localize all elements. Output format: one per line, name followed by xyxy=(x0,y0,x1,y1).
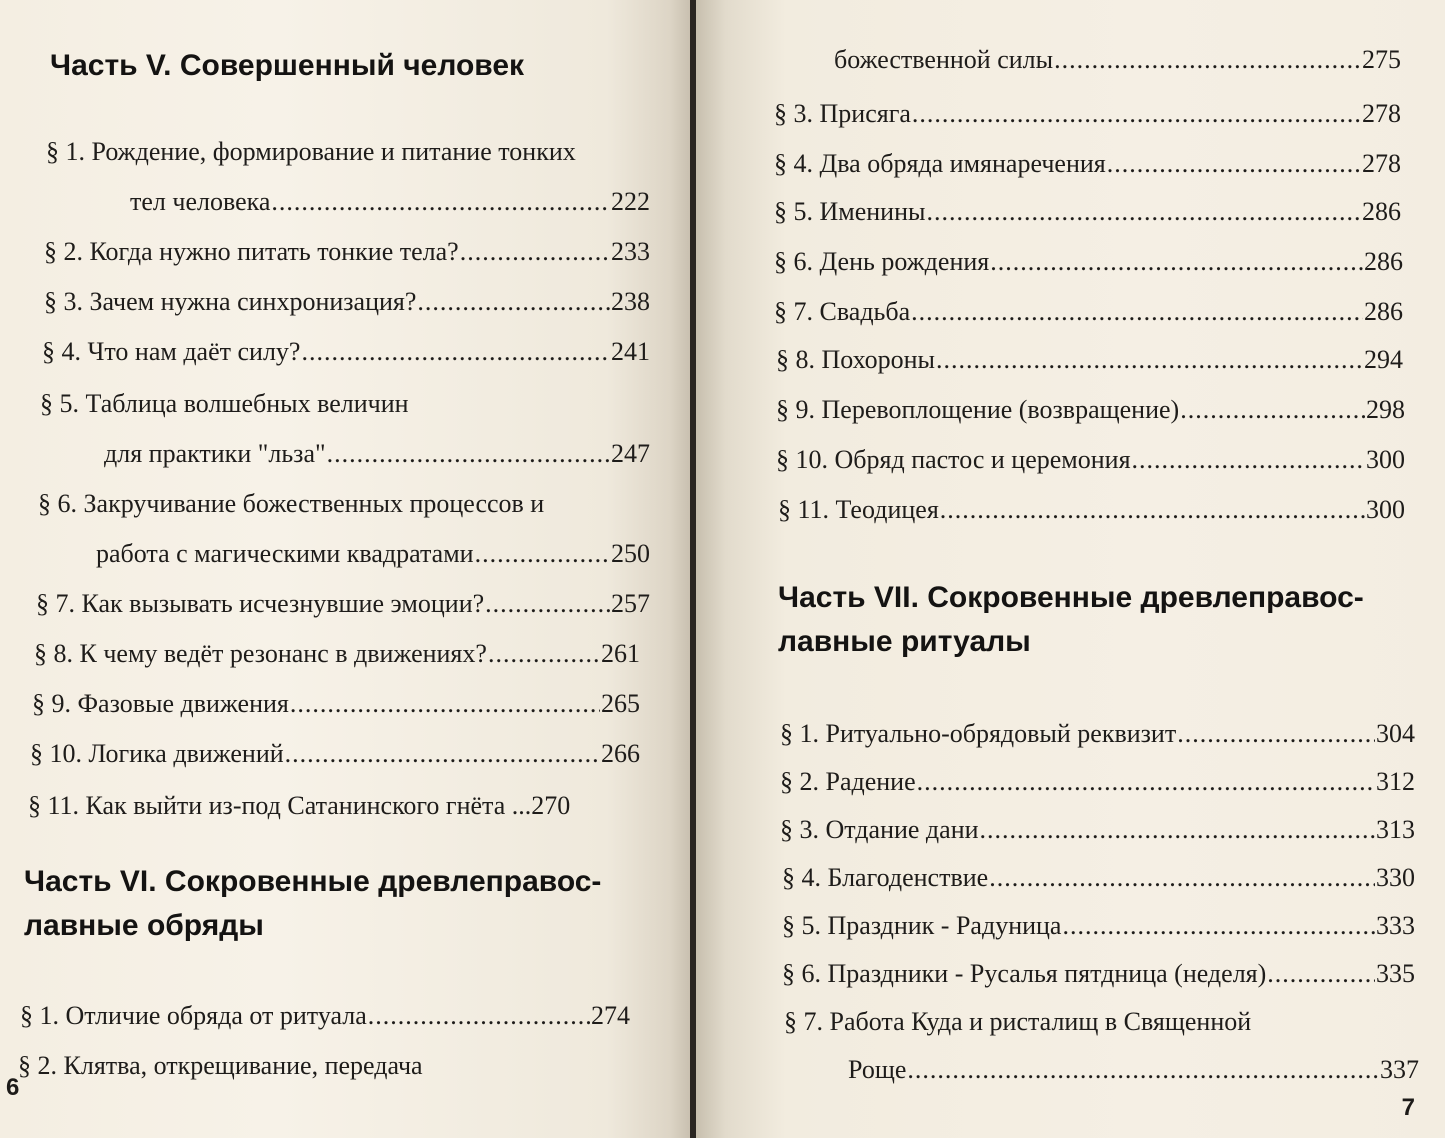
part-7-title-line-2: лавные ритуалы xyxy=(778,625,1031,658)
toc-item-5-9 xyxy=(32,688,640,720)
toc-item-6-10 xyxy=(776,444,1405,476)
toc-item-7-3 xyxy=(780,814,1415,846)
toc-item-text: § 6. Закручивание божественных процессов и xyxy=(38,489,545,518)
toc-page-number: 278 xyxy=(1362,99,1401,128)
toc-item-text: § 7. Свадьба xyxy=(774,297,911,326)
toc-item-text: Роще xyxy=(848,1055,907,1084)
toc-item-5-11 xyxy=(28,790,570,822)
toc-leader-dots xyxy=(1177,718,1375,750)
toc-item-6-8 xyxy=(776,344,1403,376)
part-7-title-line-1: Часть VII. Сокровенные древлеправос- xyxy=(778,581,1364,614)
toc-leader-dots xyxy=(980,814,1375,846)
toc-item-text: § 1. Рождение, формирование и питание тонких xyxy=(46,137,576,166)
part-6-title-line-2: лавные обряды xyxy=(24,909,264,942)
toc-item-text: § 3. Зачем нужна синхронизация? xyxy=(44,287,417,316)
toc-item-5-8 xyxy=(34,638,640,670)
toc-item-text: § 2. Клятва, открещивание, передача xyxy=(18,1051,423,1080)
toc-leader-dots xyxy=(485,588,610,620)
toc-page-number: 312 xyxy=(1376,767,1415,796)
toc-page-number: 286 xyxy=(1362,197,1401,226)
toc-leader-dots xyxy=(1132,444,1365,476)
toc-leader-dots xyxy=(271,186,610,218)
toc-item-text: § 9. Перевоплощение (возвращение) xyxy=(776,395,1180,424)
toc-page-number: 286 xyxy=(1364,297,1403,326)
toc-leader-dots xyxy=(488,638,600,670)
part-6-title-line-1: Часть VI. Сокровенные древлеправос- xyxy=(24,865,602,898)
toc-page-number: 266 xyxy=(601,739,640,768)
toc-leader-dots xyxy=(1107,148,1361,180)
toc-item-6-11 xyxy=(778,494,1405,526)
toc-page-number: 278 xyxy=(1362,149,1401,178)
toc-item-7-4 xyxy=(782,862,1415,894)
toc-leader-dots xyxy=(1062,910,1375,942)
toc-item-text: божественной силы xyxy=(834,45,1054,74)
toc-page-number: 313 xyxy=(1376,815,1415,844)
toc-leader-dots xyxy=(460,236,610,268)
toc-item-6-9 xyxy=(776,394,1405,426)
toc-item-7-6 xyxy=(782,958,1415,990)
toc-leader-dots xyxy=(907,1054,1379,1086)
part-5-title: Часть V. Совершенный человек xyxy=(50,49,525,82)
toc-item-text: § 5. Таблица волшебных величин xyxy=(40,389,409,418)
toc-item-text: § 7. Работа Куда и ристалищ в Священной xyxy=(784,1007,1252,1036)
page-number-left: 6 xyxy=(6,1074,20,1101)
toc-item-5-3 xyxy=(44,286,650,318)
toc-page-number: 274 xyxy=(591,1001,630,1030)
toc-item-text: § 11. Как выйти из-под Сатанинского гнёта ... xyxy=(28,791,532,820)
part-5-heading xyxy=(50,44,524,88)
toc-page-number: 335 xyxy=(1376,959,1415,988)
toc-item-text: работа с магическими квадратами xyxy=(96,539,474,568)
toc-item-5-7 xyxy=(36,588,650,620)
toc-item-text: § 5. Именины xyxy=(774,197,926,226)
toc-page-number: 222 xyxy=(611,187,650,216)
toc-item-6-2-cont xyxy=(834,44,1401,76)
toc-leader-dots xyxy=(926,196,1361,228)
toc-leader-dots xyxy=(990,246,1363,278)
toc-item-5-4 xyxy=(42,336,650,368)
toc-item-text: § 10. Логика движений xyxy=(30,739,284,768)
toc-leader-dots xyxy=(912,98,1361,130)
toc-item-text: § 2. Когда нужно питать тонкие тела? xyxy=(44,237,459,266)
toc-page-number: 300 xyxy=(1366,495,1405,524)
toc-leader-dots xyxy=(475,538,610,570)
toc-item-text: § 1. Ритуально-обрядовый реквизит xyxy=(780,719,1177,748)
toc-item-text: для практики "льза" xyxy=(104,439,326,468)
toc-item-6-5 xyxy=(774,196,1401,228)
toc-leader-dots xyxy=(1180,394,1365,426)
part-6-heading xyxy=(24,860,601,948)
toc-item-text: § 8. К чему ведёт резонанс в движениях? xyxy=(34,639,487,668)
toc-item-5-10 xyxy=(30,738,640,770)
toc-leader-dots xyxy=(368,1000,590,1032)
toc-item-7-1 xyxy=(780,718,1415,750)
toc-page-number: 265 xyxy=(601,689,640,718)
toc-item-text: § 9. Фазовые движения xyxy=(32,689,289,718)
toc-item-7-2 xyxy=(780,766,1415,798)
page-number-right: 7 xyxy=(1401,1094,1415,1121)
toc-page-number: 304 xyxy=(1376,719,1415,748)
toc-leader-dots xyxy=(290,688,600,720)
toc-page-number: 300 xyxy=(1366,445,1405,474)
toc-page-number: 238 xyxy=(611,287,650,316)
toc-page-number: 241 xyxy=(611,337,650,366)
toc-page-number: 247 xyxy=(611,439,650,468)
toc-item-text: § 3. Отдание дани xyxy=(780,815,979,844)
toc-page-number: 261 xyxy=(601,639,640,668)
toc-leader-dots xyxy=(1267,958,1375,990)
toc-page-number: 333 xyxy=(1376,911,1415,940)
toc-item-6-3 xyxy=(774,98,1401,130)
toc-item-6-6 xyxy=(774,246,1403,278)
toc-page-number: 257 xyxy=(611,589,650,618)
toc-item-text: § 5. Праздник - Радуница xyxy=(782,911,1062,940)
toc-page-number: 337 xyxy=(1380,1055,1419,1084)
left-page xyxy=(0,0,690,1138)
toc-page-number: 270 xyxy=(531,791,571,820)
toc-leader-dots xyxy=(989,862,1375,894)
toc-page-number: 250 xyxy=(611,539,650,568)
toc-item-text: § 8. Похороны xyxy=(776,345,936,374)
toc-leader-dots xyxy=(417,286,610,318)
toc-leader-dots xyxy=(1054,44,1361,76)
toc-item-5-2 xyxy=(44,236,650,268)
toc-item-6-2 xyxy=(18,1050,423,1082)
toc-leader-dots xyxy=(911,296,1363,328)
toc-leader-dots xyxy=(327,438,610,470)
toc-item-text: § 4. Что нам даёт силу? xyxy=(42,337,301,366)
toc-item-text: § 2. Радение xyxy=(780,767,916,796)
toc-item-text: § 4. Благоденствие xyxy=(782,863,989,892)
part-7-heading xyxy=(778,576,1364,664)
toc-leader-dots xyxy=(301,336,610,368)
toc-item-text: тел человека xyxy=(130,187,271,216)
toc-leader-dots xyxy=(285,738,600,770)
toc-leader-dots xyxy=(936,344,1363,376)
toc-page-number: 298 xyxy=(1366,395,1405,424)
toc-page-number: 330 xyxy=(1376,863,1415,892)
toc-item-6-1 xyxy=(20,1000,630,1032)
toc-item-6-4 xyxy=(774,148,1401,180)
toc-item-text: § 6. День рождения xyxy=(774,247,990,276)
toc-item-6-7 xyxy=(774,296,1403,328)
toc-leader-dots xyxy=(917,766,1375,798)
toc-page-number: 233 xyxy=(611,237,650,266)
toc-item-text: § 7. Как вызывать исчезнувшие эмоции? xyxy=(36,589,485,618)
toc-item-text: § 11. Теодицея xyxy=(778,495,939,524)
toc-page-number: 294 xyxy=(1364,345,1403,374)
toc-page-number: 286 xyxy=(1364,247,1403,276)
toc-item-text: § 10. Обряд пастос и церемония xyxy=(776,445,1131,474)
toc-page-number: 275 xyxy=(1362,45,1401,74)
right-page xyxy=(696,0,1445,1138)
toc-leader-dots xyxy=(940,494,1365,526)
toc-item-text: § 6. Праздники - Русалья пятдница (неделя) xyxy=(782,959,1267,988)
toc-item-text: § 3. Присяга xyxy=(774,99,911,128)
toc-item-text: § 4. Два обряда имянаречения xyxy=(774,149,1106,178)
toc-item-7-5 xyxy=(782,910,1415,942)
toc-item-text: § 1. Отличие обряда от ритуала xyxy=(20,1001,367,1030)
